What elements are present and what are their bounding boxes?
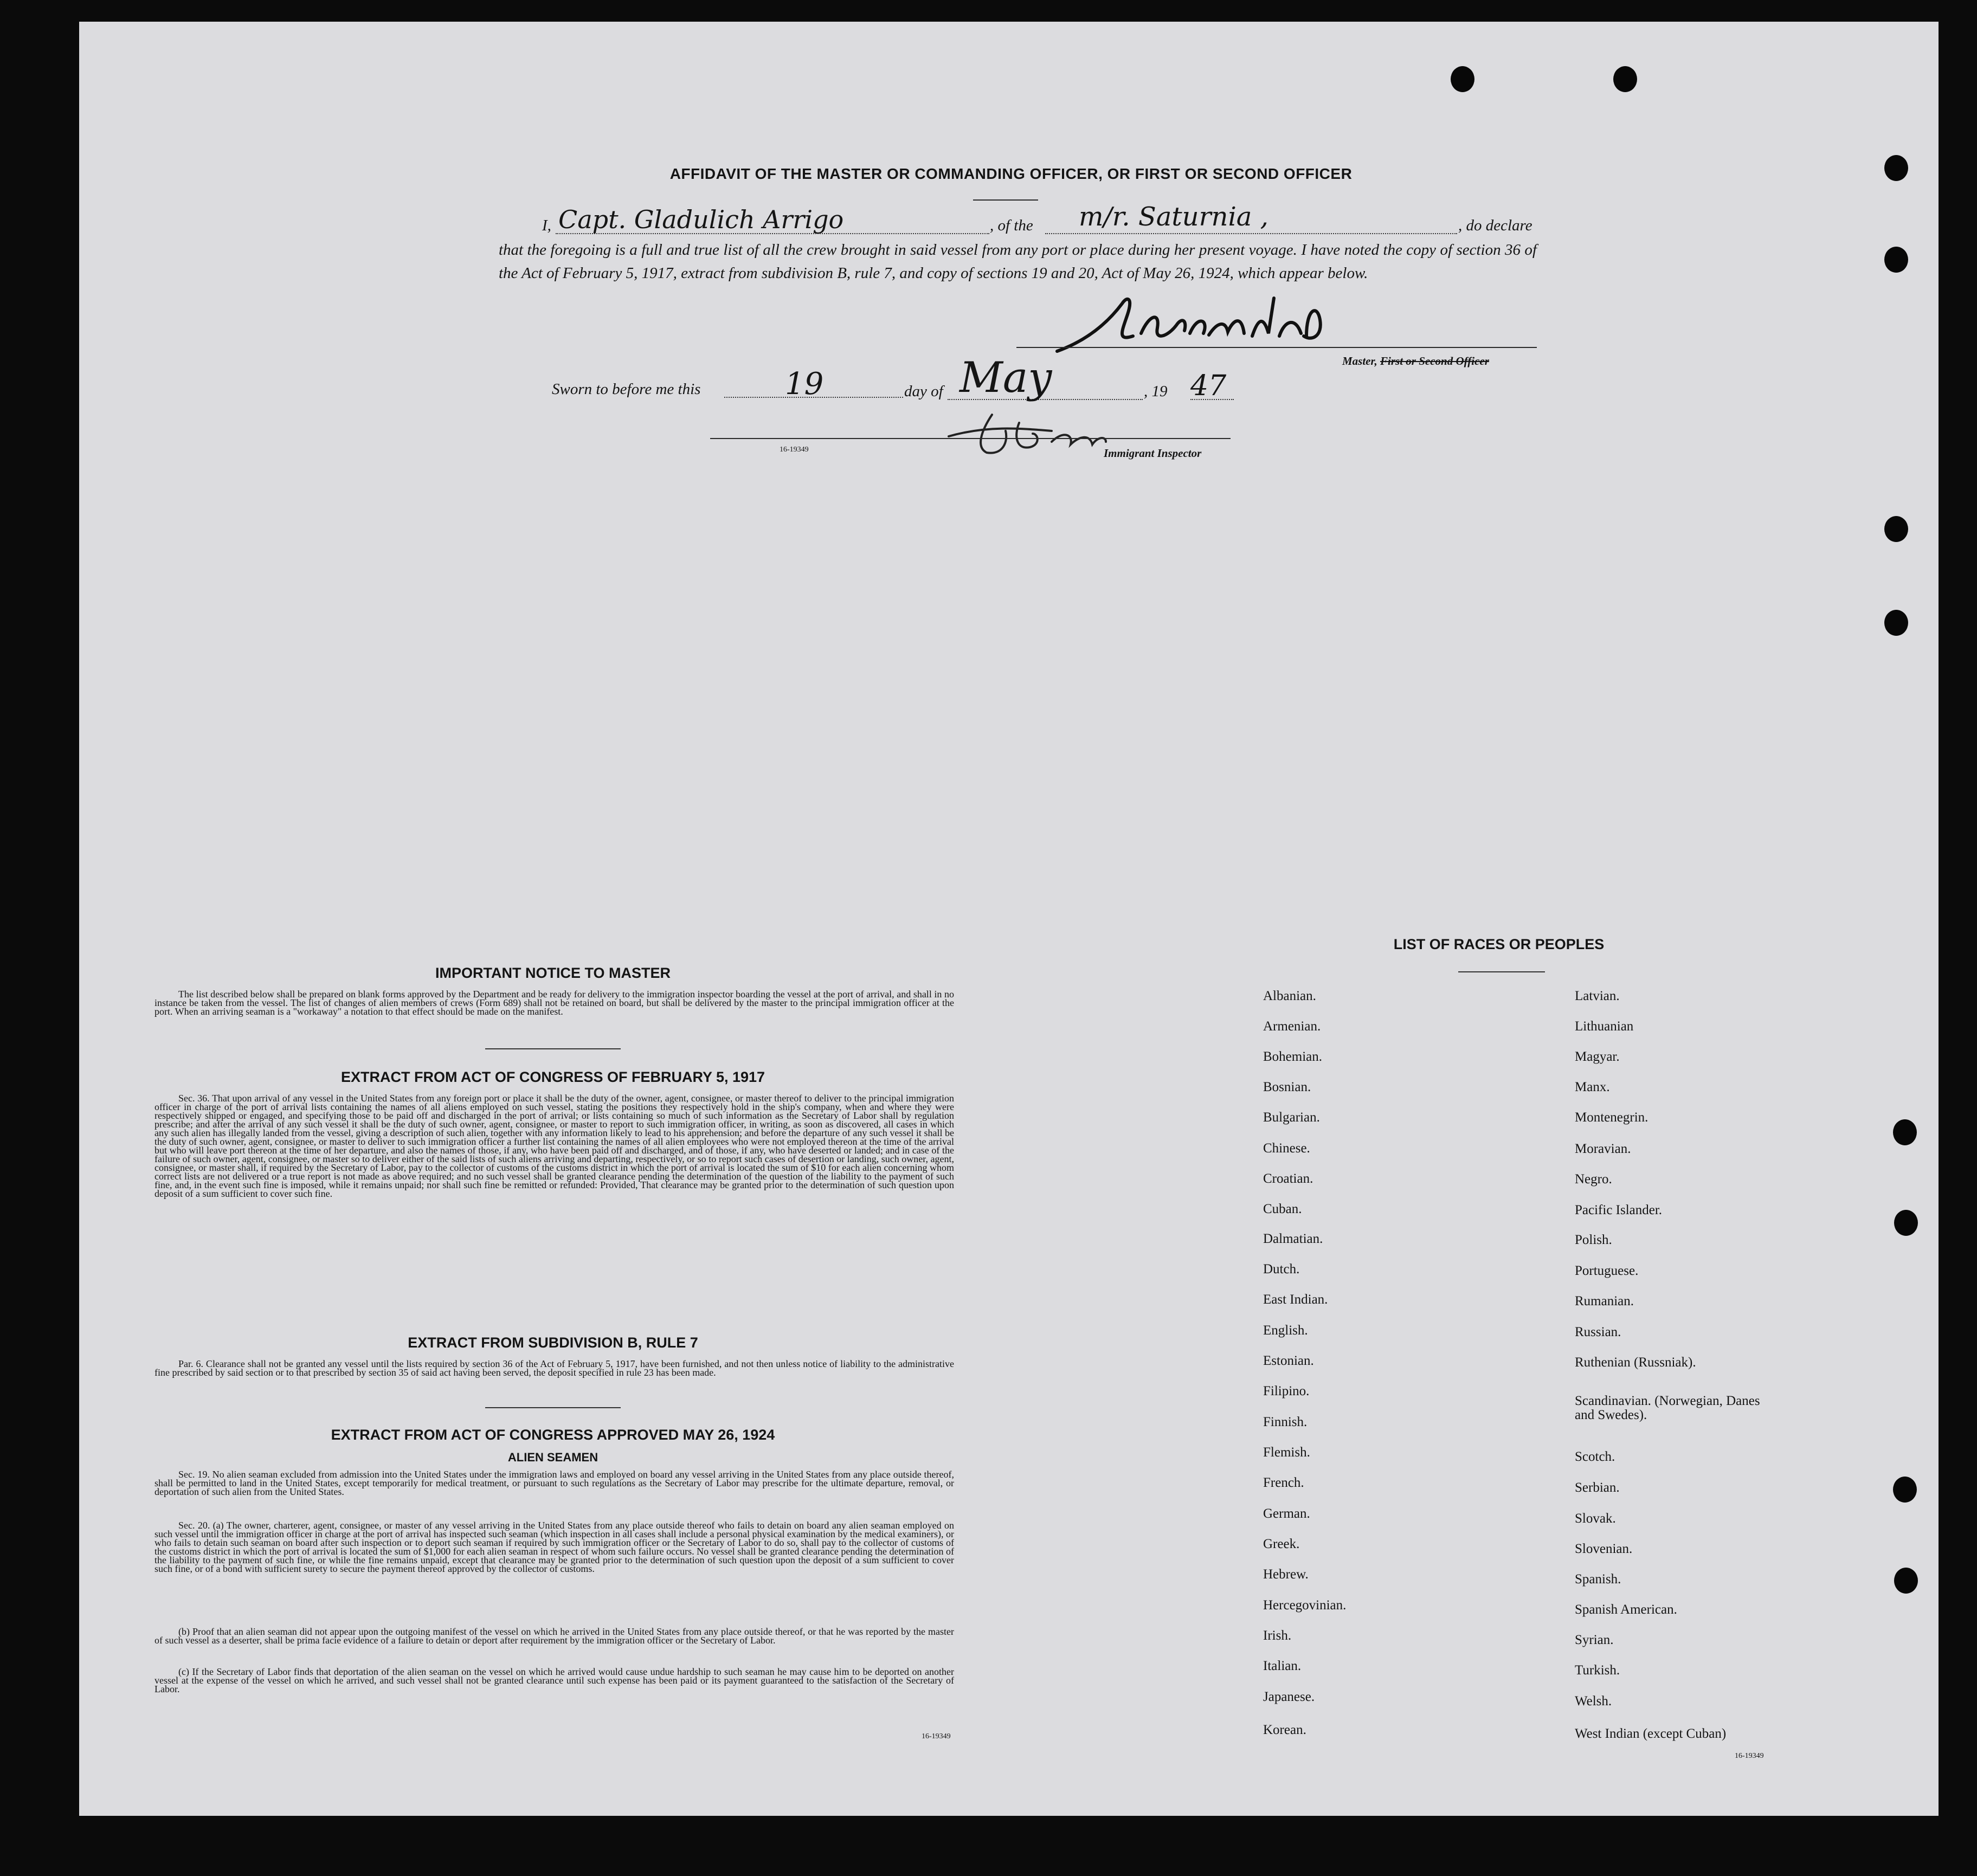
race-item: Lithuanian <box>1575 1019 1634 1034</box>
rule7-body: Par. 6. Clearance shall not be granted any vessel until the lists required by section 36 of the Act of February 5, 1917, have been furnished, and not then unless notice of liability to the administrative fine prescribed by said section or to that prescribed by section 35 of said act having been served, the deposit specified in rule 23 has been made. <box>154 1358 954 1378</box>
race-item: Portuguese. <box>1575 1263 1639 1278</box>
extract-1917-body: Sec. 36. That upon arrival of any vessel in the United States from any foreign port or place it shall be the duty of the owner, agent, consignee, or master thereof to deliver to the principal immigration officer in charge of the port of arrival lists containing the names of all aliens employed on such vessel, stating the positions they respectively hold in the ship's company, when and where they were respectively shipped or engaged, and specifying those to be paid off and discharged in the port of arrival; or lists containing so much of such information as the Secretary of Labor shall by regulation prescribe; and after the arrival of any such vessel it shall be the duty of such owner, agent, consignee, or master to report to such immigration officer, in writing, as soon as discovered, all cases in which any such alien has illegally landed from the vessel, giving a description of such alien, together with any information likely to lead to his apprehension; and before the departure of any such vessel it shall be the duty of such owner, agent, consignee, or master to deliver to such immigration officer a further list containing the names of all alien employees who were not employed thereon at the time of the arrival but who will leave port thereon at the time of her departure, and also the names of those, if any, who have been paid off and discharged, and of those, if any, who have deserted or landed; and in case of the failure of such owner, agent, consignee, or master so to deliver either of the said lists of such aliens arriving and departing, respectively, or so to report such cases of desertion or landing, such owner, agent, consignee, or master shall, if required by the Secretary of Labor, pay to the collector of customs of the customs district in which the port of arrival is located the sum of $10 for each alien concerning whom correct lists are not delivered or a true report is not made as above required; and no such vessel shall be granted clearance pending the determination of the question of the liability to the payment of such fine, and, in the event such fine is imposed, while it remains unpaid; nor shall such fine be remitted or refunded: Provided, That clearance may be granted prior to the determination of such question upon deposit of a sum sufficient to cover such fine. <box>154 1093 954 1199</box>
race-item: Estonian. <box>1263 1353 1314 1368</box>
extract-1924-title: EXTRACT FROM ACT OF CONGRESS APPROVED MAY 26, 1924 <box>331 1427 775 1443</box>
affidavit-form-number: 16-19349 <box>780 446 809 454</box>
race-item: Pacific Islander. <box>1575 1203 1663 1217</box>
race-item: Slovak. <box>1575 1511 1616 1526</box>
notice-title: IMPORTANT NOTICE TO MASTER <box>435 965 671 981</box>
vessel-name: m/r. Saturnia , <box>1079 202 1268 232</box>
race-item: West Indian (except Cuban) <box>1575 1726 1727 1741</box>
race-item: Finnish. <box>1263 1415 1308 1429</box>
race-item: Scotch. <box>1575 1449 1615 1464</box>
punch-hole <box>1884 610 1908 636</box>
race-item: Cuban. <box>1263 1202 1302 1216</box>
race-item: East Indian. <box>1263 1292 1328 1307</box>
punch-hole <box>1893 1119 1917 1145</box>
race-item: Chinese. <box>1263 1141 1310 1156</box>
races-title: LIST OF RACES OR PEOPLES <box>1393 936 1605 952</box>
sworn-month: May <box>959 353 1052 402</box>
rule7-title: EXTRACT FROM SUBDIVISION B, RULE 7 <box>408 1335 698 1351</box>
affidavit-title: AFFIDAVIT OF THE MASTER OR COMMANDING OFFICER, OR FIRST OR SECOND OFFICER <box>669 165 1353 182</box>
sworn-year: 47 <box>1190 370 1227 402</box>
do-declare-label: , do declare <box>1458 217 1532 234</box>
race-item: Greek. <box>1263 1537 1300 1551</box>
extract-1917-title: EXTRACT FROM ACT OF CONGRESS OF FEBRUARY 5, 1917 <box>340 1069 765 1085</box>
master-title-label <box>1342 354 1489 368</box>
sworn-day: 19 <box>785 366 824 402</box>
race-item: French. <box>1263 1475 1304 1490</box>
races-form-number: 16-19349 <box>1735 1752 1764 1760</box>
race-item: Korean. <box>1263 1723 1306 1737</box>
race-item: Ruthenian (Russniak). <box>1575 1355 1696 1370</box>
race-item: Bosnian. <box>1263 1080 1311 1094</box>
race-item: English. <box>1263 1323 1308 1338</box>
sec20b-body: (b) Proof that an alien seaman did not appear upon the outgoing manifest of the vessel on which he arrived in the United States from any place outside thereof, or that he was reported by the master of such vessel as a deserter, shall be prima facie evidence of a failure to detain or deport after requirement by the immigration officer or the Secretary of Labor. <box>154 1626 954 1646</box>
race-item: Croatian. <box>1263 1171 1313 1186</box>
race-item: Flemish. <box>1263 1445 1310 1460</box>
title-rule <box>973 199 1038 201</box>
punch-hole <box>1893 1477 1917 1503</box>
of-the-label: , of the <box>990 217 1033 234</box>
inspector-rule <box>710 438 1231 439</box>
race-item: Latvian. <box>1575 989 1620 1003</box>
race-item: Polish. <box>1575 1233 1612 1247</box>
race-item: Welsh. <box>1575 1694 1612 1709</box>
race-item: Italian. <box>1263 1659 1302 1673</box>
race-item: Filipino. <box>1263 1384 1310 1398</box>
race-item: Syrian. <box>1575 1633 1614 1647</box>
race-item: Hercegovinian. <box>1263 1598 1347 1613</box>
notice-form-number: 16-19349 <box>922 1732 951 1740</box>
race-item: Bulgarian. <box>1263 1110 1320 1125</box>
race-item: Moravian. <box>1575 1142 1631 1156</box>
race-item: Spanish American. <box>1575 1602 1677 1617</box>
sworn-label: Sworn to before me this <box>552 381 701 398</box>
punch-hole <box>1613 66 1637 92</box>
race-item: Bohemian. <box>1263 1049 1323 1064</box>
punch-hole <box>1884 516 1908 542</box>
race-item: Russian. <box>1575 1325 1621 1339</box>
master-label: Master, <box>1342 354 1381 368</box>
master-name: Capt. Gladulich Arrigo <box>558 205 844 234</box>
affidavit-i-label: I, <box>542 217 551 234</box>
sec19-body: Sec. 19. No alien seaman excluded from admission into the United States under the immigration laws and employed on board any vessel arriving in the United States from any place outside thereof, shall be permitted to land in the United States, except temporarily for medical treatment, or pursuant to such regulations as the Secretary of Labor may prescribe for the ultimate departure, removal, or deportation of such alien from the United States. <box>154 1469 954 1497</box>
master-signature <box>1046 282 1361 358</box>
race-item: Dutch. <box>1263 1262 1300 1277</box>
race-item: Scandinavian. (Norwegian, Danes and Swedes). <box>1575 1394 1760 1422</box>
punch-hole <box>1894 1210 1918 1236</box>
race-item: German. <box>1263 1506 1310 1521</box>
race-item: Japanese. <box>1263 1690 1315 1704</box>
race-item: Albanian. <box>1263 989 1316 1003</box>
race-item: Magyar. <box>1575 1049 1620 1064</box>
race-item: Dalmatian. <box>1263 1232 1323 1246</box>
sec20c-body: (c) If the Secretary of Labor finds that deportation of the alien seaman on the vessel on which he arrived would cause undue hardship to such seaman he may cause him to be deported on another vessel at the expense of the vessel on which he arrived, and such vessel shall not be granted clearance until such expense has been paid or its payment guaranteed to the satisfaction of the Secretary of Labor. <box>154 1666 954 1694</box>
divider <box>485 1048 621 1049</box>
officer-label-struck: First or Second Officer <box>1380 354 1489 368</box>
year-prefix: , 19 <box>1144 383 1168 400</box>
year-rule <box>1190 399 1234 400</box>
race-item: Hebrew. <box>1263 1567 1309 1582</box>
punch-hole <box>1894 1568 1918 1594</box>
race-item: Spanish. <box>1575 1572 1621 1587</box>
punch-hole <box>1884 155 1908 181</box>
punch-hole <box>1884 247 1908 273</box>
race-item: Slovenian. <box>1575 1542 1633 1556</box>
race-item: Turkish. <box>1575 1663 1620 1678</box>
declaration-text: that the foregoing is a full and true list of all the crew brought in said vessel from any port or place during her present voyage. I have noted the copy of section 36 of the Act of February 5, 1917, extract from subdivision B, rule 7, and copy of sections 19 and 20, Act of May 26, 1924, which appear below. <box>499 241 1537 282</box>
divider <box>485 1407 621 1408</box>
punch-hole <box>1451 66 1474 92</box>
master-signature-rule <box>1016 347 1537 348</box>
notice-body: The list described below shall be prepared on blank forms approved by the Department and be ready for delivery to the immigration inspector boarding the vessel at the port of arrival, and shall in no instance be taken from the vessel. The list of changes of alien members of crews (Form 689) shall not be retained on board, but shall be delivered by the master to the principal immigration officer at the port. When an arriving seaman is a "workaway" a notation to that effect should be made on the manifest. <box>154 989 954 1017</box>
races-divider <box>1458 971 1545 972</box>
race-item: Armenian. <box>1263 1019 1321 1034</box>
race-item: Irish. <box>1263 1628 1292 1643</box>
vessel-name-rule <box>1045 233 1457 234</box>
inspector-label: Immigrant Inspector <box>1104 447 1202 460</box>
day-of-label: day of <box>904 383 943 400</box>
race-item: Negro. <box>1575 1172 1612 1187</box>
race-item: Serbian. <box>1575 1480 1620 1495</box>
race-item: Rumanian. <box>1575 1294 1634 1308</box>
race-item: Montenegrin. <box>1575 1110 1648 1125</box>
sec20a-body: Sec. 20. (a) The owner, charterer, agent, consignee, or master of any vessel arriving in the United States from any place outside thereof who fails to detain on board any alien seaman employed on such vessel until the immigration officer in charge at the port of arrival has inspected such seaman (which inspection in all cases shall include a personal physical examination by the medical examiners), or who fails to detain such seaman on board after such inspection or to deport such seaman if required by such immigration officer or the Secretary of Labor to do so, shall pay to the collector of customs of the customs district in which the port of arrival is located the sum of $1,000 for each alien seaman in respect of whom such failure occurs. No vessel shall be granted clearance pending the determination of the liability to the payment of such fine, or while the fine remains unpaid, except that clearance may be granted prior to the determination of such question upon the deposit of a sum sufficient to cover such fine, or of a bond with sufficient surety to secure the payment thereof approved by the collector of customs. <box>154 1520 954 1574</box>
race-item: Manx. <box>1575 1080 1610 1094</box>
alien-seamen-subtitle: ALIEN SEAMEN <box>507 1450 598 1464</box>
